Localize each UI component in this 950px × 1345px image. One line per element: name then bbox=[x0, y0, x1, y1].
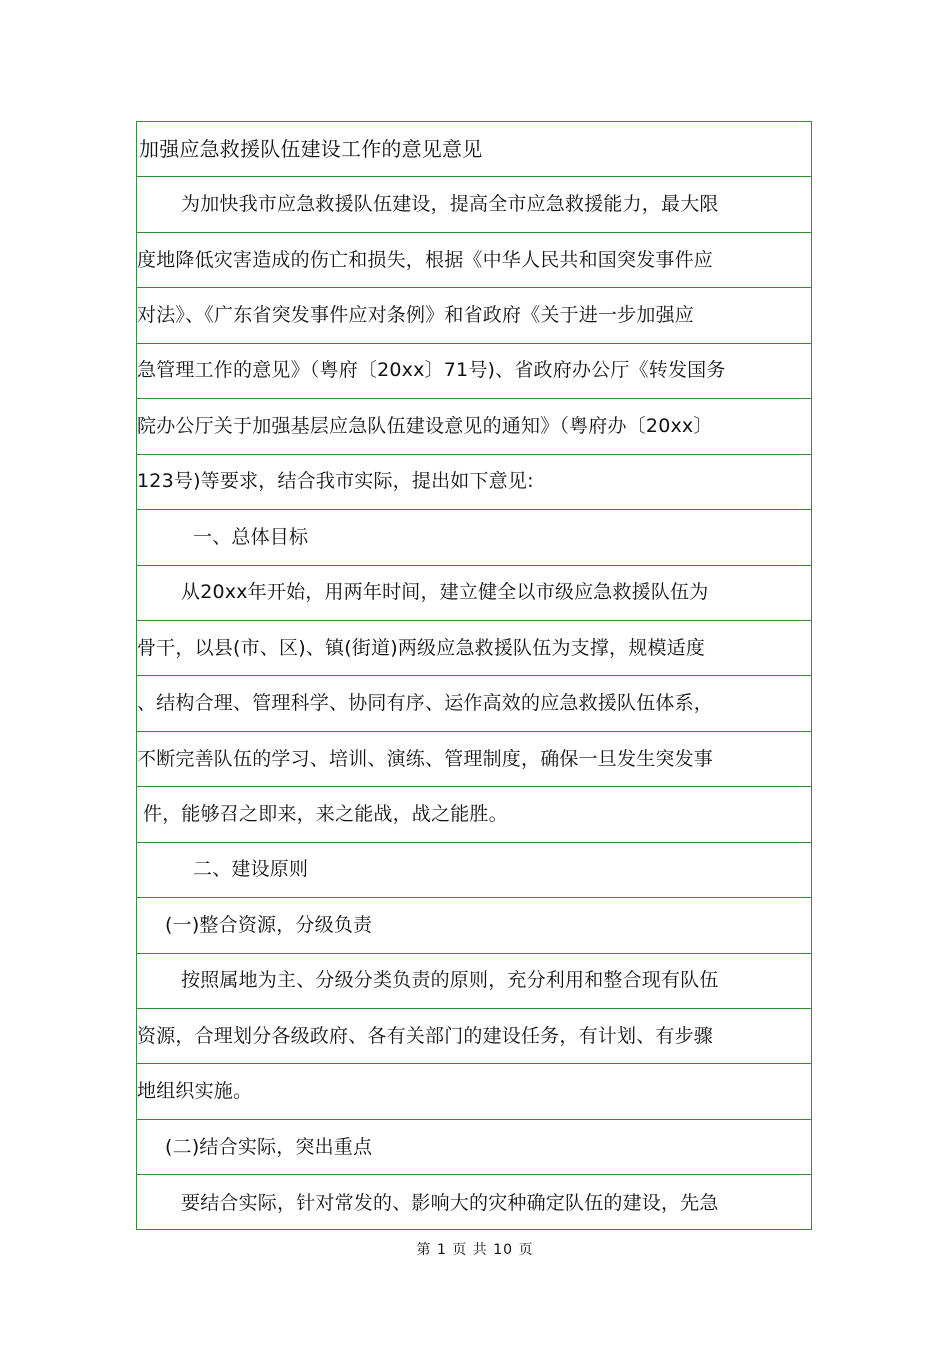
paragraph-line: 资源，合理划分各级政府、各有关部门的建设任务，有计划、有步骤 bbox=[137, 1009, 811, 1064]
paragraph-line: 骨干，以县(市、区)、镇(街道)两级应急救援队伍为支撑，规模适度 bbox=[137, 621, 811, 676]
paragraph-line: 要结合实际，针对常发的、影响大的灾种确定队伍的建设，先急 bbox=[181, 1191, 719, 1214]
paragraph-line: 按照属地为主、分级分类负责的原则，充分利用和整合现有队伍 bbox=[137, 954, 811, 1009]
paragraph-line: 对法》、《广东省突发事件应对条例》和省政府《关于进一步加强应 bbox=[137, 288, 811, 343]
paragraph-line: 、结构合理、管理科学、协同有序、运作高效的应急救援队伍体系， bbox=[137, 676, 811, 731]
document-title: 加强应急救援队伍建设工作的意见意见 bbox=[137, 122, 811, 177]
paragraph-line: 从20xx年开始，用两年时间，建立健全以市级应急救援队伍为 bbox=[137, 566, 811, 621]
paragraph-line: 123号)等要求，结合我市实际，提出如下意见: bbox=[137, 455, 811, 510]
paragraph-line: 件，能够召之即来，来之能战，战之能胜。 bbox=[137, 787, 811, 842]
subsection-heading: (一)整合资源，分级负责 bbox=[137, 898, 811, 953]
paragraph-line: 度地降低灾害造成的伤亡和损失，根据《中华人民共和国突发事件应 bbox=[137, 233, 811, 288]
paragraph-line: 院办公厅关于加强基层应急队伍建设意见的通知》（粤府办〔20xx〕 bbox=[137, 399, 811, 454]
paragraph-line: 急管理工作的意见》（粤府〔20xx〕71号)、省政府办公厅《转发国务 bbox=[137, 344, 811, 399]
page-number: 第 1 页 共 10 页 bbox=[416, 1242, 534, 1258]
subsection-heading: (二)结合实际，突出重点 bbox=[137, 1120, 811, 1175]
paragraph-line: 地组织实施。 bbox=[137, 1064, 811, 1119]
section-heading: 二、建设原则 bbox=[137, 843, 811, 898]
document-frame bbox=[136, 121, 812, 1230]
section-heading: 一、总体目标 bbox=[137, 510, 811, 565]
paragraph-line: 为加快我市应急救援队伍建设，提高全市应急救援能力，最大限 bbox=[137, 177, 811, 232]
paragraph-line: 不断完善队伍的学习、培训、演练、管理制度，确保一旦发生突发事 bbox=[137, 732, 811, 787]
